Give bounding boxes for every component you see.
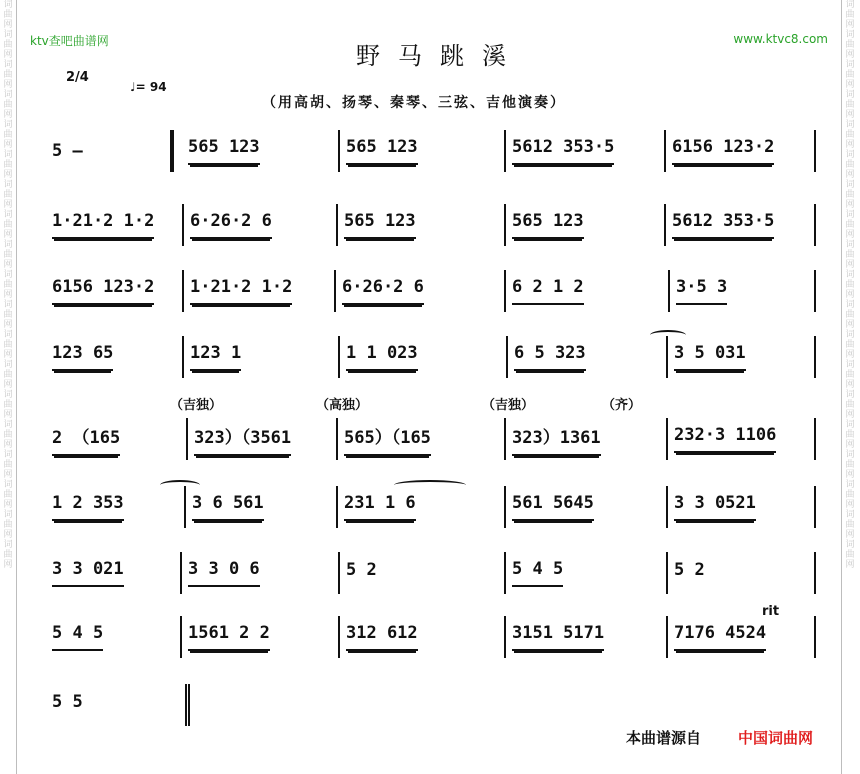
measure: 3 3 021 <box>46 552 182 594</box>
measure: 5 — <box>52 141 83 161</box>
measure: 6156 123·2 <box>666 130 816 172</box>
source-label: 本曲谱源自 <box>626 729 702 747</box>
slur-mark <box>394 480 466 490</box>
measure: 232·3 1106 <box>668 418 816 460</box>
measure: 6·26·2 6 <box>336 270 506 312</box>
score-row-2 <box>46 204 816 258</box>
score-row-5 <box>46 418 816 472</box>
source-site-link[interactable]: 中国词曲网 <box>738 729 814 747</box>
score-row-7 <box>46 552 816 606</box>
measure: 565 123 <box>340 130 506 172</box>
site-link-left[interactable]: ktv查吧曲谱网 <box>30 34 109 48</box>
measure: 1 1 023 <box>340 336 508 378</box>
measure: 323）1361 <box>506 418 668 460</box>
measure: 231 1 6 <box>338 486 506 528</box>
measure: 3·5 3 <box>670 270 816 312</box>
time-signature: 2/4 <box>66 70 89 85</box>
section-label: （吉独） <box>482 398 535 413</box>
measure: 3 3 0521 <box>668 486 816 528</box>
right-border-line <box>841 0 842 774</box>
measure: 565 123 <box>170 130 340 172</box>
measure: 1 2 353 <box>46 486 186 528</box>
measure: 1561 2 2 <box>182 616 340 658</box>
section-labels <box>46 394 816 412</box>
measure-final: 5 5 <box>46 684 190 726</box>
measure: 6 5 323 <box>508 336 668 378</box>
score-row-6 <box>46 486 816 540</box>
score-row-1 <box>46 130 816 184</box>
measure: 561 5645 <box>506 486 668 528</box>
measure: 6156 123·2 <box>46 270 184 312</box>
song-title: 野马跳溪 <box>356 42 524 70</box>
measure: 565 123 <box>338 204 506 246</box>
measure: 3 3 0 6 <box>182 552 340 594</box>
measure: 6·26·2 6 <box>184 204 338 246</box>
slur-mark <box>160 480 200 490</box>
measure: 7176 4524 <box>668 616 816 658</box>
measure: 3 5 031 <box>668 336 816 378</box>
measure: 123 65 <box>46 336 184 378</box>
score-row-4 <box>46 336 816 390</box>
measure: 2 （165 <box>46 418 188 460</box>
measure: 123 1 <box>184 336 340 378</box>
measure: 1·21·2 1·2 <box>46 204 184 246</box>
measure: 1·21·2 1·2 <box>184 270 336 312</box>
measure: 565）（165 <box>338 418 506 460</box>
section-label: （齐） <box>602 398 642 413</box>
measure: 312 612 <box>340 616 506 658</box>
instrumentation-note: （用高胡、扬琴、秦琴、三弦、吉他演奏） <box>262 95 566 111</box>
section-label: （吉独） <box>170 398 223 413</box>
slur-mark <box>650 330 686 340</box>
measure: 3 6 561 <box>186 486 338 528</box>
measure: 5612 353·5 <box>666 204 816 246</box>
measure: 5 2 <box>340 552 506 594</box>
measure: 5 4 5 <box>506 552 668 594</box>
section-label: （高独） <box>316 398 369 413</box>
site-link-right[interactable]: www.ktvc8.com <box>733 32 828 46</box>
watermark-left: 词曲网词曲网词曲网词曲网词曲网词曲网词曲网词曲网词曲网词曲网词曲网词曲网词曲网词曲网词曲网词曲网词曲网词曲网词曲网 <box>3 0 13 570</box>
measure: 6 2 1 2 <box>506 270 670 312</box>
measure: 3151 5171 <box>506 616 668 658</box>
ritardando-marking: rit <box>762 604 780 619</box>
measure: 565 123 <box>506 204 666 246</box>
measure: 323）（3561 <box>188 418 338 460</box>
measure: 5 2 <box>668 552 816 594</box>
watermark-right: 词曲网词曲网词曲网词曲网词曲网词曲网词曲网词曲网词曲网词曲网词曲网词曲网词曲网词曲网词曲网词曲网词曲网词曲网词曲网 <box>845 0 855 570</box>
score-row-8 <box>46 616 816 670</box>
left-border-line <box>16 0 17 774</box>
score-row-3 <box>46 270 816 324</box>
measure: 5 4 5 <box>46 616 182 658</box>
measure: 5612 353·5 <box>506 130 666 172</box>
tempo-marking: ♩= 94 <box>130 80 167 94</box>
